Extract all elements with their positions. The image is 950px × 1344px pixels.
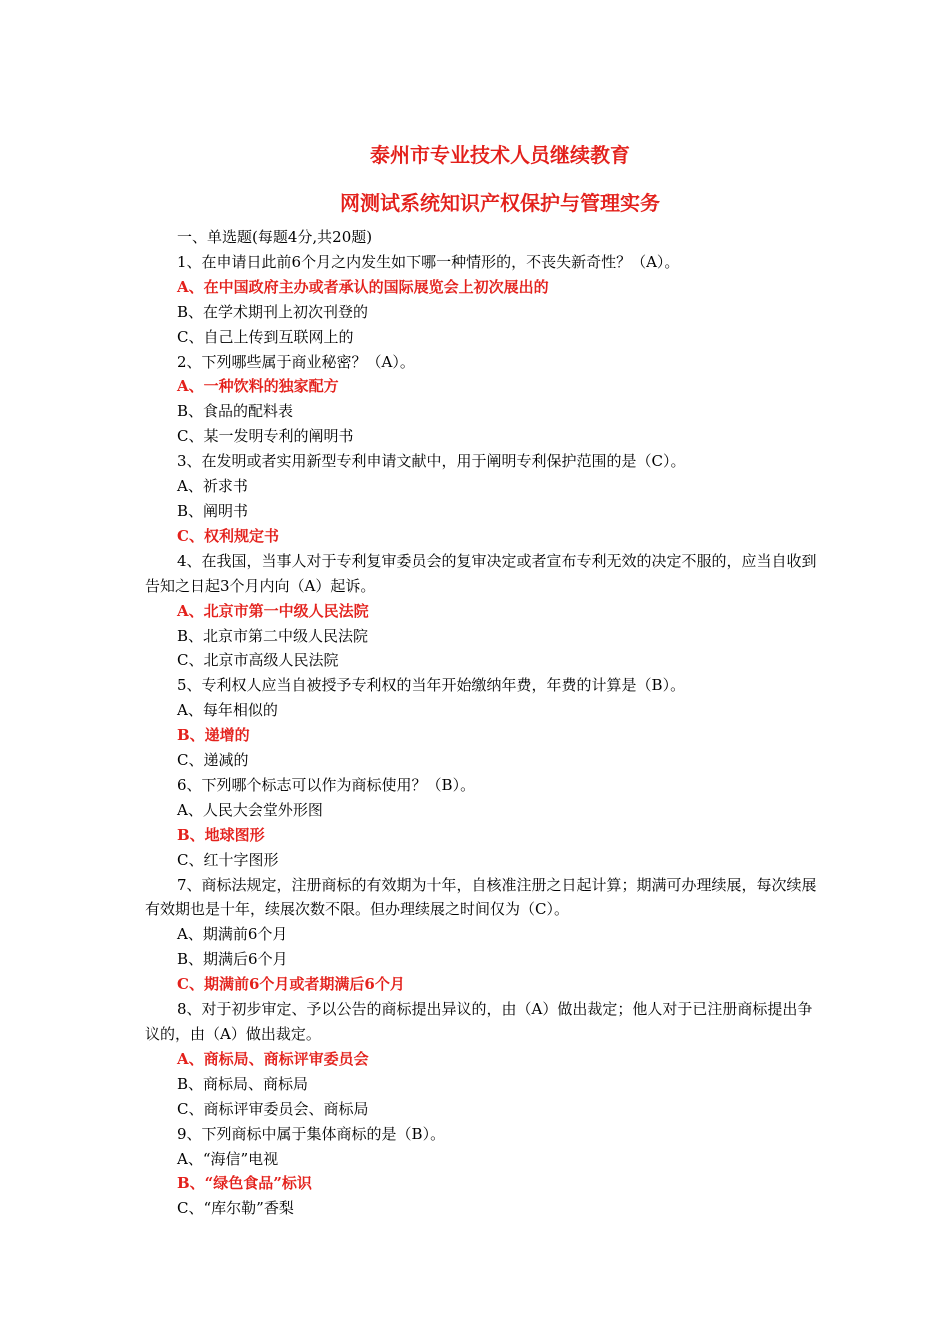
text-line: C、递减的 (177, 751, 249, 770)
text-line: C、北京市高级人民法院 (177, 651, 339, 670)
text-line: 1、在申请日此前6个月之内发生如下哪一种情形的，不丧失新奇性？（A）。 (177, 252, 680, 271)
text-line: B、期满后6个月 (177, 950, 288, 969)
text-line: 8、对于初步审定、予以公告的商标提出异议的，由（A）做出裁定；他人对于已注册商标提出争议的，由（A）做出裁定。 (145, 1000, 813, 1043)
text-line: 7、商标法规定，注册商标的有效期为十年，自核准注册之日起计算；期满可办理续展，每次续展有效期也是十年，续展次数不限。但办理续展之时间仅为（C）。 (145, 875, 817, 919)
text-line: B、商标局、商标局 (177, 1074, 309, 1093)
text-line: 2、下列哪些属于商业秘密？（A）。 (177, 352, 415, 371)
question-list (145, 225, 825, 1221)
answer-line: A、商标局、商标评审委员会 (177, 1049, 369, 1068)
document-title-line-2: 网测试系统知识产权保护与管理实务 (340, 191, 660, 215)
answer-line: A、在中国政府主办或者承认的国际展览会上初次展出的 (177, 277, 549, 296)
text-line: 6、下列哪个标志可以作为商标使用？（B）。 (177, 775, 476, 794)
text-line: A、期满前6个月 (177, 925, 288, 944)
text-line: B、北京市第二中级人民法院 (177, 626, 369, 645)
text-line: 3、在发明或者实用新型专利申请文献中，用于阐明专利保护范围的是（C）。 (177, 452, 686, 471)
answer-line: B、地球图形 (177, 825, 265, 844)
answer-line: C、期满前6个月或者期满后6个月 (177, 975, 405, 994)
text-line: C、红十字图形 (177, 850, 279, 869)
text-line: 一、单选题(每题4分,共20题) (177, 228, 373, 246)
text-line: B、阐明书 (177, 501, 249, 520)
document-title-line-1: 泰州市专业技术人员继续教育 (370, 143, 630, 167)
answer-line: C、权利规定书 (177, 526, 279, 545)
answer-line: B、“绿色食品”标识 (177, 1174, 312, 1193)
text-line: C、自己上传到互联网上的 (177, 327, 354, 346)
text-line: A、人民大会堂外形图 (177, 800, 323, 819)
answer-line: A、北京市第一中级人民法院 (177, 601, 369, 620)
text-line: A、祈求书 (177, 477, 248, 496)
text-line: A、“海信”电视 (177, 1149, 279, 1168)
text-line: B、食品的配料表 (177, 402, 294, 421)
answer-line: A、一种饮料的独家配方 (177, 377, 339, 396)
text-line: 4、在我国，当事人对于专利复审委员会的复审决定或者宣布专利无效的决定不服的，应当自收到告知之日起3个月内向（A）起诉。 (145, 551, 817, 595)
text-line: C、“库尔勒”香梨 (177, 1199, 294, 1218)
text-line: 5、专利权人应当自被授予专利权的当年开始缴纳年费，年费的计算是（B）。 (177, 676, 686, 695)
text-line: C、商标评审委员会、商标局 (177, 1099, 369, 1118)
answer-line: B、递增的 (177, 726, 250, 745)
text-line: B、在学术期刊上初次刊登的 (177, 302, 369, 321)
text-line: C、某一发明专利的阐明书 (177, 427, 354, 446)
text-line: 9、下列商标中属于集体商标的是（B）。 (177, 1124, 446, 1143)
text-line: A、每年相似的 (177, 701, 278, 720)
